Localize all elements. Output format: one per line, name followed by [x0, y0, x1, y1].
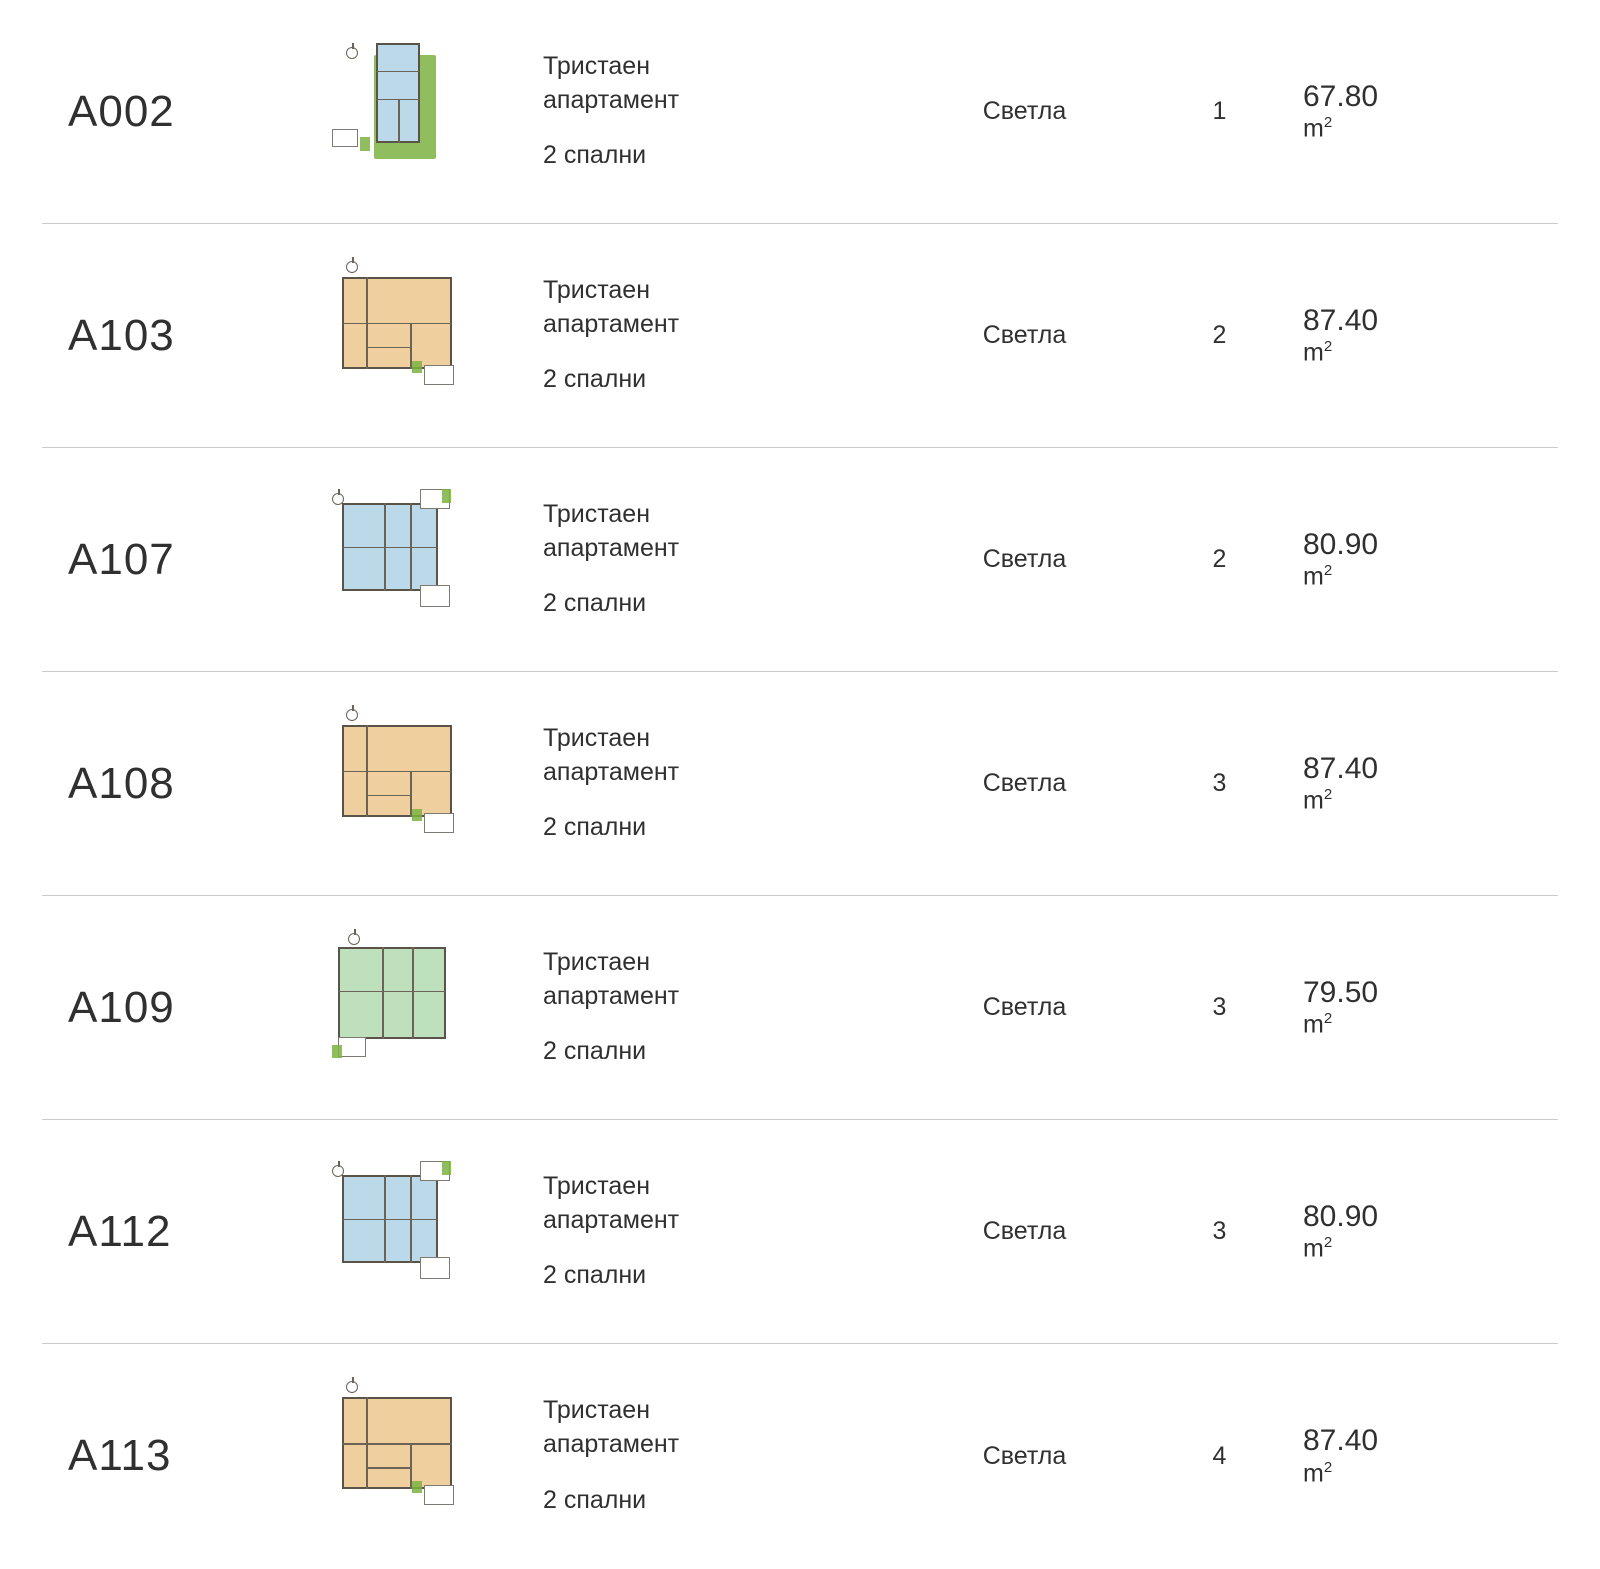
plan-wall	[342, 771, 452, 773]
unit-type-line1: Тристаен	[543, 723, 651, 752]
unit-bedrooms: 2 спални	[543, 365, 647, 394]
unit-bedrooms: 2 спални	[543, 1485, 647, 1514]
unit-area-value: 87.40	[1303, 1424, 1379, 1458]
plan-wall	[384, 503, 386, 547]
plan-wall	[384, 1175, 386, 1219]
table-row[interactable]	[42, 1120, 1558, 1344]
plan-wall	[366, 1443, 368, 1489]
unit-floor: 3	[1212, 993, 1227, 1021]
floor-plan-thumbnail[interactable]	[332, 933, 492, 1083]
unit-code: A113	[68, 1431, 172, 1480]
unit-type-line2: апартамент	[543, 757, 680, 786]
compass-icon	[346, 1381, 358, 1393]
unit-area-unit: $m^2$	[1303, 562, 1333, 591]
unit-area-value: 79.50	[1303, 975, 1379, 1009]
unit-area-value: 87.40	[1303, 751, 1379, 785]
unit-type-line1: Тристаен	[543, 499, 651, 528]
table-row[interactable]	[42, 224, 1558, 448]
table-row[interactable]	[42, 672, 1558, 896]
compass-icon	[346, 261, 358, 273]
unit-type-line2: апартамент	[543, 533, 680, 562]
plan-wall	[342, 323, 452, 325]
unit-area-unit: $m^2$	[1303, 1010, 1333, 1039]
plan-wall	[342, 1443, 452, 1445]
plan-wall	[342, 1219, 438, 1221]
floor-plan-cell[interactable]	[287, 37, 537, 187]
plan-wall	[366, 1397, 368, 1443]
plan-terrace-green	[442, 1161, 451, 1175]
unit-floor: 4	[1212, 1441, 1227, 1470]
unit-type-line2: апартамент	[543, 981, 680, 1010]
floor-plan-cell[interactable]	[287, 933, 537, 1083]
unit-area-unit: $m^2$	[1303, 1458, 1333, 1488]
unit-exposure: Светла	[982, 97, 1067, 125]
table-row[interactable]	[42, 448, 1558, 672]
plan-wall	[384, 1219, 386, 1263]
unit-floor: 2	[1212, 545, 1227, 573]
unit-area-value: 80.90	[1303, 527, 1379, 561]
unit-area-cell	[1287, 304, 1507, 368]
plan-wall	[412, 947, 414, 1039]
unit-exposure: Светла	[982, 321, 1067, 349]
unit-exposure: Светла	[982, 993, 1067, 1021]
plan-wall	[366, 771, 368, 817]
unit-floor: 3	[1212, 1217, 1227, 1245]
floor-plan-cell[interactable]	[287, 709, 537, 859]
unit-floor: 3	[1212, 769, 1227, 797]
unit-code: A108	[68, 758, 175, 808]
unit-area-cell	[1287, 528, 1507, 592]
unit-type-line1: Тристаен	[543, 1171, 651, 1200]
plan-terrace-green	[412, 809, 422, 821]
plan-wall	[410, 1175, 412, 1263]
plan-wall	[384, 547, 386, 591]
unit-type-cell	[537, 274, 897, 397]
unit-area-unit: $m^2$	[1303, 338, 1333, 367]
compass-icon	[348, 933, 360, 945]
unit-floor: 2	[1212, 321, 1227, 349]
unit-code: A103	[68, 310, 175, 360]
compass-icon	[332, 1165, 344, 1177]
plan-wall	[366, 725, 368, 771]
unit-floor: 1	[1212, 97, 1227, 125]
unit-type-cell	[537, 50, 897, 173]
unit-area-cell	[1287, 1424, 1507, 1488]
unit-bedrooms: 2 спални	[543, 589, 647, 618]
compass-icon	[346, 47, 358, 59]
floor-plan-thumbnail[interactable]	[332, 261, 492, 411]
unit-bedrooms: 2 спални	[543, 1261, 647, 1290]
unit-bedrooms: 2 спални	[543, 1037, 647, 1066]
compass-icon	[346, 709, 358, 721]
unit-code: A002	[68, 86, 175, 136]
unit-type-line2: апартамент	[543, 1205, 680, 1234]
plan-terrace-green	[412, 1481, 422, 1493]
plan-balcony	[420, 1257, 450, 1279]
plan-wall	[410, 503, 412, 591]
unit-code: A107	[68, 534, 175, 584]
unit-bedrooms: 2 спални	[543, 813, 647, 842]
plan-wall	[376, 71, 420, 73]
unit-type-cell	[537, 1394, 897, 1517]
plan-wall	[366, 795, 410, 797]
plan-balcony	[424, 1485, 454, 1505]
unit-area-value: 80.90	[1303, 1199, 1379, 1233]
unit-type-cell	[537, 1170, 897, 1293]
plan-balcony	[420, 585, 450, 607]
unit-area-unit: $m^2$	[1303, 114, 1333, 143]
floor-plan-cell[interactable]	[287, 485, 537, 635]
compass-icon	[332, 493, 344, 505]
unit-type-line1: Тристаен	[543, 275, 651, 304]
unit-area-value: 67.80	[1303, 79, 1379, 113]
unit-exposure: Светла	[982, 1217, 1067, 1245]
plan-terrace-green	[442, 489, 451, 503]
plan-parking	[332, 129, 358, 147]
floor-plan-thumbnail[interactable]	[332, 1157, 492, 1307]
unit-type-line2: апартамент	[543, 309, 680, 338]
plan-wall	[382, 947, 384, 991]
floor-plan-thumbnail[interactable]	[332, 709, 492, 859]
plan-wall	[366, 1467, 410, 1469]
unit-type-cell	[537, 498, 897, 621]
floor-plan-thumbnail[interactable]	[332, 485, 492, 635]
unit-type-line1: Тристаен	[543, 1396, 651, 1425]
unit-area-value: 87.40	[1303, 303, 1379, 337]
table-row[interactable]	[42, 896, 1558, 1120]
floor-plan-cell[interactable]	[287, 1381, 537, 1531]
unit-exposure: Светла	[982, 769, 1067, 797]
unit-bedrooms: 2 спални	[543, 141, 647, 170]
unit-exposure: Светла	[982, 545, 1067, 573]
unit-type-cell	[537, 946, 897, 1069]
table-row[interactable]	[42, 1344, 1558, 1568]
unit-area-cell	[1287, 752, 1507, 816]
plan-wall	[366, 323, 368, 369]
floor-plan-cell[interactable]	[287, 1157, 537, 1307]
unit-type-cell	[537, 722, 897, 845]
unit-type-line2: апартамент	[543, 1430, 680, 1459]
unit-area-cell	[1287, 976, 1507, 1040]
plan-wall	[342, 547, 438, 549]
plan-balcony	[424, 813, 454, 833]
unit-exposure: Светла	[982, 1441, 1067, 1470]
plan-terrace-green	[412, 361, 422, 373]
plan-wall	[398, 99, 400, 143]
plan-wall	[382, 991, 384, 1039]
unit-area-unit: $m^2$	[1303, 1234, 1333, 1263]
plan-balcony	[424, 365, 454, 385]
unit-area-cell	[1287, 80, 1507, 144]
unit-code: A109	[68, 982, 175, 1032]
unit-code: A112	[68, 1206, 172, 1256]
plan-outline	[338, 947, 446, 1039]
plan-wall	[338, 991, 446, 993]
plan-wall	[366, 347, 410, 349]
plan-balcony	[338, 1037, 366, 1057]
unit-type-line1: Тристаен	[543, 947, 651, 976]
unit-area-unit: $m^2$	[1303, 786, 1333, 815]
floor-plan-thumbnail[interactable]	[332, 37, 492, 187]
unit-area-cell	[1287, 1200, 1507, 1264]
plan-tree	[360, 137, 370, 151]
floor-plan-cell[interactable]	[287, 261, 537, 411]
table-row[interactable]	[42, 0, 1558, 224]
floor-plan-thumbnail[interactable]	[332, 1381, 492, 1531]
plan-terrace-green	[332, 1045, 342, 1058]
unit-type-line1: Тристаен	[543, 51, 651, 80]
plan-wall	[366, 277, 368, 323]
unit-type-line2: апартамент	[543, 85, 680, 114]
